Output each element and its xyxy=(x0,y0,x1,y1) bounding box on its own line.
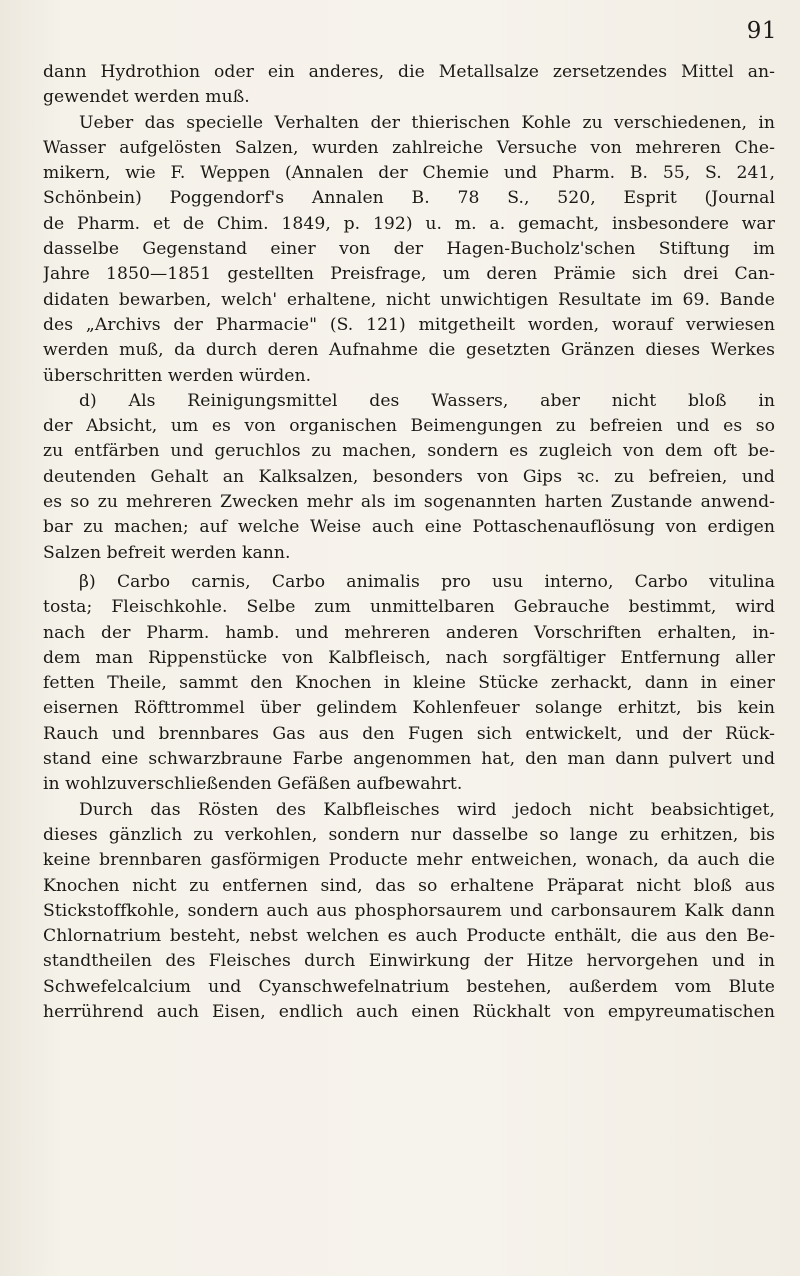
text-line: Chlornatrium besteht, nebst welchen es auch Producte enthält, die aus den Be- xyxy=(43,926,775,947)
text-line: dem man Rippenstücke von Kalbfleisch, nach sorgfältiger Entfernung aller xyxy=(43,647,775,668)
text-line: in wohlzuverschließenden Gefäßen aufbewahrt. xyxy=(43,774,463,795)
text-line: Durch das Rösten des Kalbfleisches wird jedoch nicht beabsichtiget, xyxy=(79,799,775,820)
text-line: eisernen Röfttrommel über gelindem Kohlenfeuer solange erhitzt, bis kein xyxy=(43,698,775,719)
text-line: es so zu mehreren Zwecken mehr als im sogenannten harten Zustande anwend- xyxy=(43,492,775,513)
text-line: dieses gänzlich zu verkohlen, sondern nur dasselbe so lange zu erhitzen, bis xyxy=(43,824,775,845)
text-line: Ueber das specielle Verhalten der thierischen Kohle zu verschiedenen, in xyxy=(79,112,775,133)
page-number: 91 xyxy=(746,18,777,44)
text-line: tosta; Fleischkohle. Selbe zum unmittelbaren Gebrauche bestimmt, wird xyxy=(43,597,775,618)
text-line: Jahre 1850—1851 gestellten Preisfrage, um deren Prämie sich drei Can- xyxy=(43,264,775,285)
text-line: Knochen nicht zu entfernen sind, das so erhaltene Präparat nicht bloß aus xyxy=(43,875,775,896)
text-line: Schönbein) Poggendorf's Annalen B. 78 S., 520, Esprit (Journal xyxy=(43,188,775,209)
text-line: Rauch und brennbares Gas aus den Fugen sich entwickelt, und der Rück- xyxy=(43,723,775,744)
text-line: stand eine schwarzbraune Farbe angenommen hat, den man dann pulvert und xyxy=(43,749,775,770)
text-line: mikern, wie F. Weppen (Annalen der Chemie und Pharm. B. 55, S. 241, xyxy=(43,163,775,184)
text-line: keine brennbaren gasförmigen Producte mehr entweichen, wonach, da auch die xyxy=(43,850,775,871)
text-line: Salzen befreit werden kann. xyxy=(43,542,291,563)
text-line: der Absicht, um es von organischen Beimengungen zu befreien und es so xyxy=(43,416,775,437)
text-line: de Pharm. et de Chim. 1849, p. 192) u. m. a. gemacht, insbesondere war xyxy=(43,213,775,234)
text-line: überschritten werden würden. xyxy=(43,365,312,386)
text-line: nach der Pharm. hamb. und mehreren anderen Vorschriften erhalten, in- xyxy=(43,622,775,643)
text-line: β) Carbo carnis, Carbo animalis pro usu interno, Carbo vitulina xyxy=(79,571,775,592)
text-line: didaten bewarben, welch' erhaltene, nicht unwichtigen Resultate im 69. Bande xyxy=(43,289,775,310)
text-line: fetten Theile, sammt den Knochen in kleine Stücke zerhackt, dann in einer xyxy=(43,673,775,694)
text-line: standtheilen des Fleisches durch Einwirkung der Hitze hervorgehen und in xyxy=(43,951,775,972)
text-line: des „Archivs der Pharmacie" (S. 121) mitgetheilt worden, worauf verwiesen xyxy=(43,314,775,335)
text-line: zu entfärben und geruchlos zu machen, sondern es zugleich von dem oft be- xyxy=(43,441,775,462)
text-line: d) Als Reinigungsmittel des Wassers, aber nicht bloß in xyxy=(79,390,775,411)
text-line: Stickstoffkohle, sondern auch aus phosphorsaurem und carbonsaurem Kalk dann xyxy=(43,900,775,921)
text-line: gewendet werden muß. xyxy=(43,87,250,108)
text-line: dasselbe Gegenstand einer von der Hagen-Bucholz'schen Stiftung im xyxy=(43,239,775,260)
text-line: werden muß, da durch deren Aufnahme die gesetzten Gränzen dieses Werkes xyxy=(43,340,775,361)
text-line: Wasser aufgelösten Salzen, wurden zahlreiche Versuche von mehreren Che- xyxy=(43,137,775,158)
body-text xyxy=(43,60,775,1025)
text-line: bar zu machen; auf welche Weise auch eine Pottaschenauflösung von erdigen xyxy=(43,517,775,538)
text-line: Schwefelcalcium und Cyanschwefelnatrium bestehen, außerdem vom Blute xyxy=(43,976,775,997)
text-line: deutenden Gehalt an Kalksalzen, besonders von Gips ꝛc. zu befreien, und xyxy=(43,466,775,487)
text-line: dann Hydrothion oder ein anderes, die Metallsalze zersetzendes Mittel an- xyxy=(43,62,775,82)
text-line: herrührend auch Eisen, endlich auch einen Rückhalt von empyreumatischen xyxy=(43,1001,775,1022)
